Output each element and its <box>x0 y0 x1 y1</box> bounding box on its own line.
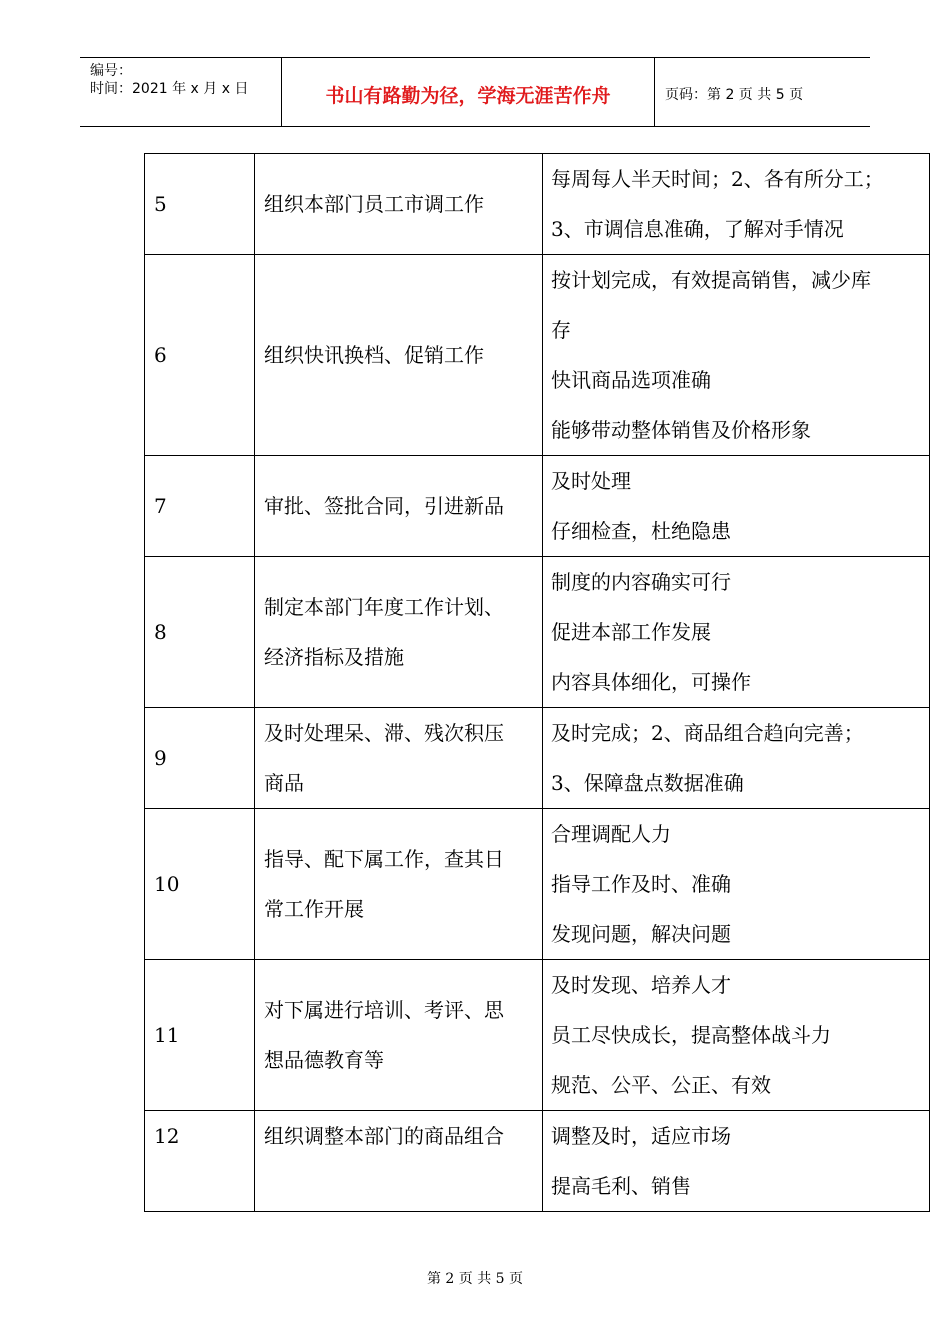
duty-standard <box>543 960 930 1111</box>
duty-item <box>255 255 543 456</box>
table-row <box>145 255 930 456</box>
duty-item <box>255 1111 543 1212</box>
table-row <box>145 1111 930 1212</box>
standard-text: 提高毛利、销售 <box>551 1174 691 1198</box>
table-row <box>145 960 930 1111</box>
standard-text: 制度的内容确实可行 <box>551 570 731 594</box>
duty-text: 商品 <box>264 771 304 795</box>
standard-text: 及时发现、培养人才 <box>551 973 731 997</box>
standard-text: 3、市调信息准确，了解对手情况 <box>551 217 844 241</box>
standard-text: 快讯商品选项准确 <box>551 368 711 392</box>
header-page-cell <box>655 58 870 126</box>
standard-text: 及时完成；2、商品组合趋向完善； <box>551 721 864 745</box>
header-page-info: 页码：第 2 页 共 5 页 <box>665 87 804 103</box>
duty-text: 制定本部门年度工作计划、 <box>264 595 504 619</box>
header-motto: 书山有路勤为径，学海无涯苦作舟 <box>325 85 611 107</box>
standard-text: 指导工作及时、准确 <box>551 872 731 896</box>
header-motto-cell <box>282 58 655 126</box>
duty-standard <box>543 557 930 708</box>
standard-text: 每周每人半天时间；2、各有所分工； <box>551 167 884 191</box>
standard-text: 3、保障盘点数据准确 <box>551 771 744 795</box>
document-number-label: 编号： <box>90 63 132 79</box>
standard-text: 合理调配人力 <box>551 822 671 846</box>
duty-text: 及时处理呆、滞、残次积压 <box>264 721 504 745</box>
standard-text: 员工尽快成长，提高整体战斗力 <box>551 1023 831 1047</box>
duty-standard <box>543 708 930 809</box>
row-number: 5 <box>145 154 255 255</box>
header-meta <box>80 58 282 126</box>
standard-text: 促进本部工作发展 <box>551 620 711 644</box>
duty-item <box>255 557 543 708</box>
standard-text: 规范、公平、公正、有效 <box>551 1073 771 1097</box>
row-number: 6 <box>145 255 255 456</box>
standard-text: 能够带动整体销售及价格形象 <box>551 418 811 442</box>
duty-standard <box>543 1111 930 1212</box>
duty-item <box>255 456 543 557</box>
duty-item <box>255 154 543 255</box>
duty-text: 组织本部门员工市调工作 <box>264 192 484 216</box>
row-number: 11 <box>145 960 255 1111</box>
duty-standard <box>543 456 930 557</box>
document-date: 时间：2021 年 x 月 x 日 <box>90 81 249 97</box>
row-number: 10 <box>145 809 255 960</box>
duty-text: 对下属进行培训、考评、思 <box>264 998 504 1022</box>
standard-text: 仔细检查，杜绝隐患 <box>551 519 731 543</box>
row-number: 9 <box>145 708 255 809</box>
standard-text: 存 <box>551 318 571 342</box>
duty-item <box>255 809 543 960</box>
page-header <box>80 57 870 127</box>
standard-text: 内容具体细化，可操作 <box>551 670 751 694</box>
duty-text: 常工作开展 <box>264 897 364 921</box>
table-row <box>145 154 930 255</box>
table-row <box>145 557 930 708</box>
table-row <box>145 809 930 960</box>
duty-table <box>144 153 930 1212</box>
duty-item <box>255 708 543 809</box>
duty-text: 组织快讯换档、促销工作 <box>264 343 484 367</box>
duty-standard <box>543 255 930 456</box>
standard-text: 及时处理 <box>551 469 631 493</box>
duty-text: 组织调整本部门的商品组合 <box>264 1124 504 1148</box>
duty-text: 审批、签批合同，引进新品 <box>264 494 504 518</box>
duty-text: 指导、配下属工作，查其日 <box>264 847 504 871</box>
duty-standard <box>543 154 930 255</box>
standard-text: 调整及时，适应市场 <box>551 1124 731 1148</box>
standard-text: 按计划完成，有效提高销售，减少库 <box>551 268 871 292</box>
duty-standard <box>543 809 930 960</box>
table-row <box>145 456 930 557</box>
row-number: 12 <box>145 1111 255 1212</box>
standard-text: 发现问题，解决问题 <box>551 922 731 946</box>
table-row <box>145 708 930 809</box>
row-number: 8 <box>145 557 255 708</box>
row-number: 7 <box>145 456 255 557</box>
duty-text: 经济指标及措施 <box>264 645 404 669</box>
duty-text: 想品德教育等 <box>264 1048 384 1072</box>
duty-item <box>255 960 543 1111</box>
page-footer: 第 2 页 共 5 页 <box>426 1271 524 1287</box>
